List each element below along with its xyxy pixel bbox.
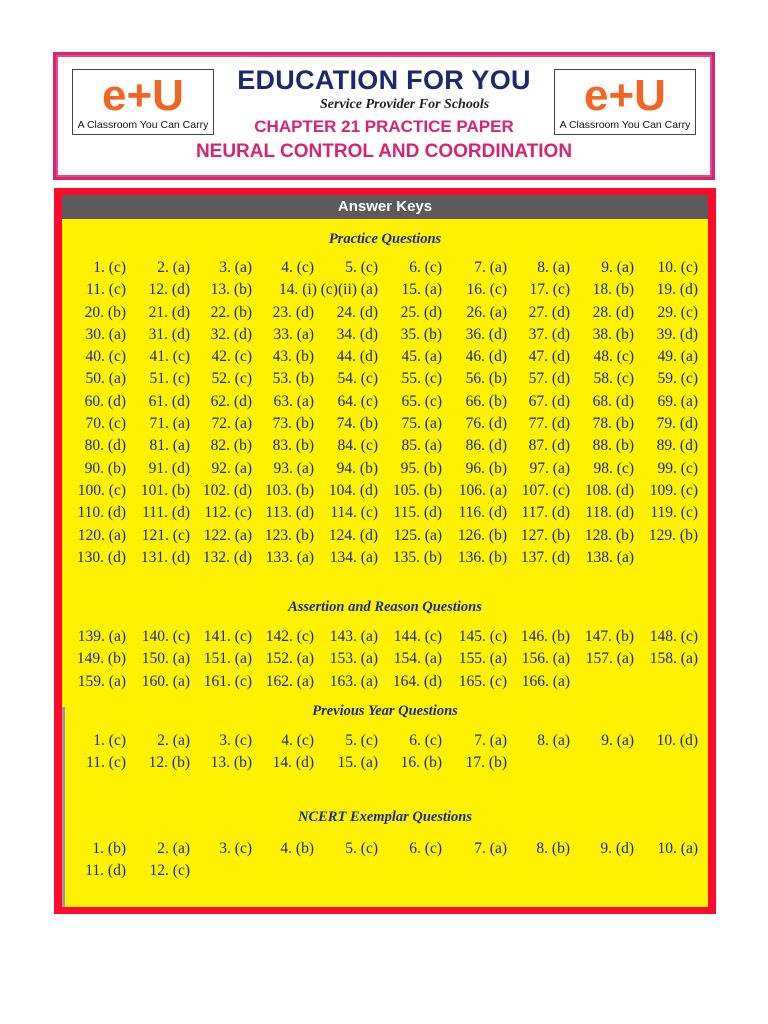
answer-cell: 46. (d) [465,348,507,366]
answer-cell: 61. (d) [148,392,190,410]
answer-cell: 74. (b) [336,415,378,433]
answer-cell: 2. (a) [157,259,190,276]
answer-cell: 67. (d) [528,392,570,410]
answer-cell: 154. (a) [393,650,442,668]
answer-cell: 30. (a) [85,325,126,343]
answer-cell: 8. (b) [536,840,570,857]
answer-cell: 81. (a) [149,437,190,455]
answer-cell: 72. (a) [211,415,252,433]
answer-cell: 121. (c) [141,526,190,544]
answer-cell: 161. (c) [203,672,252,690]
answer-cell: 49. (a) [657,348,698,366]
answer-cell: 79. (d) [656,415,698,433]
answer-cell: 159. (a) [77,672,126,690]
answer-cell: 62. (d) [210,392,252,410]
answer-cell: 141. (c) [203,628,252,645]
answer-cell: 17. (c) [529,281,570,299]
answer-cell: 158. (a) [649,650,698,668]
answer-cell: 68. (d) [592,392,634,410]
answer-cell: 54. (c) [337,370,378,388]
answer-cell: 144. (c) [393,628,442,645]
answer-cell: 57. (d) [528,370,570,388]
answer-cell: 104. (d) [328,481,378,499]
chapter-heading: CHAPTER 21 PRACTICE PAPER [254,117,514,136]
answer-cell: 73. (b) [272,415,314,433]
answer-cell: 6. (c) [409,840,442,857]
answer-cell: 15. (a) [337,754,378,772]
answer-cell: 69. (a) [657,392,698,410]
answer-cell: 82. (b) [210,437,252,455]
answer-key-box [54,188,716,914]
answer-row [62,504,708,526]
answer-cell: 124. (d) [328,526,378,544]
answer-cell: 56. (b) [465,370,507,388]
answer-cell: 142. (c) [265,628,314,645]
answer-cell: 34. (d) [336,325,378,343]
answer-cell: 155. (a) [458,650,507,668]
logo-tagline: A Classroom You Can Carry [559,119,691,131]
logo-tagline: A Classroom You Can Carry [77,119,209,131]
answer-cell: 106. (a) [458,481,507,499]
answer-cell: 1. (b) [92,840,126,857]
answer-cell: 165. (c) [458,672,507,690]
answer-cell: 146. (b) [520,628,570,645]
answer-cell: 55. (c) [401,370,442,388]
answer-cell: 156. (a) [521,650,570,668]
answer-cell: 5. (c) [345,259,378,276]
logo-mark-text: e+U [584,72,666,116]
answer-cell: 166. (a) [521,672,570,690]
answer-cell: 11. (c) [86,754,126,772]
answer-cell: 135. (b) [392,548,442,566]
answer-cell: 19. (d) [656,281,698,299]
answer-cell: 84. (c) [337,437,378,455]
answer-cell: 10. (d) [656,732,698,749]
assertion-answers-grid [62,628,708,695]
answer-cell: 76. (d) [465,415,507,433]
answer-cell: 130. (d) [76,548,126,566]
answer-cell: 93. (a) [273,459,314,477]
answer-cell: 97. (a) [529,459,570,477]
answer-cell: 111. (d) [142,504,190,522]
answer-cell: 148. (c) [649,628,698,645]
answer-cell: 150. (a) [141,650,190,668]
answer-cell: 100. (c) [77,481,126,499]
answer-cell: 101. (b) [140,481,190,499]
answer-row [62,754,708,776]
answer-row [62,628,708,650]
answer-cell: 44. (d) [336,348,378,366]
answer-cell: 136. (b) [457,548,507,566]
answer-cell: 11. (c) [86,281,126,299]
answer-cell: 7. (a) [474,732,507,749]
answer-cell: 120. (a) [77,526,126,544]
answer-cell: 78. (b) [592,415,634,433]
answer-row [62,393,708,415]
answer-cell: 23. (d) [272,303,314,321]
practice-answers-grid [62,259,708,571]
answer-cell: 47. (d) [528,348,570,366]
answer-cell: 27. (d) [528,303,570,321]
answer-cell: 98. (c) [593,459,634,477]
answer-cell: 132. (d) [202,548,252,566]
answer-cell: 33. (a) [273,325,314,343]
answer-cell: 110. (d) [77,504,126,522]
answer-cell: 1. (c) [93,259,126,276]
answer-cell: 48. (c) [593,348,634,366]
answer-cell: 157. (a) [585,650,634,668]
answer-cell: 3. (c) [219,732,252,749]
answer-cell: 53. (b) [272,370,314,388]
brand-subtitle: Service Provider For Schools [320,97,490,112]
answer-cell: 126. (b) [457,526,507,544]
answer-cell: 91. (d) [148,459,190,477]
answer-cell: 36. (d) [465,325,507,343]
answer-cell: 119. (c) [650,504,698,522]
answer-cell: 31. (d) [148,325,190,343]
answer-cell: 96. (b) [465,459,507,477]
answer-cell: 13. (b) [210,754,252,772]
exemplar-section-title: NCERT Exemplar Questions [297,809,473,825]
answer-cell: 116. (d) [458,504,507,522]
answer-cell: 10. (a) [657,840,698,857]
answer-cell: 18. (b) [592,281,634,299]
answer-row [62,281,708,303]
e4u-logo-icon [561,72,689,116]
header-panel [56,55,712,177]
answer-cell: 117. (d) [521,504,570,522]
left-margin-rule [62,707,65,907]
answer-cell: 108. (d) [584,481,634,499]
answer-cell: 63. (a) [273,392,314,410]
answer-cell: 92. (a) [211,459,252,477]
answer-cell: 58. (c) [593,370,634,388]
answer-cell: 65. (c) [401,392,442,410]
answer-cell: 134. (a) [329,548,378,566]
answer-cell: 35. (b) [400,325,442,343]
answer-cell: 4. (c) [281,732,314,749]
answer-cell: 4. (c) [281,259,314,276]
header-banner [53,52,715,180]
answer-cell: 9. (a) [601,732,634,749]
answer-cell: 42. (c) [211,348,252,366]
answer-cell: 122. (a) [203,526,252,544]
answer-cell: 2. (a) [157,840,190,857]
answer-row [62,437,708,459]
answer-cell: 131. (d) [140,548,190,566]
answer-cell: 7. (a) [474,259,507,276]
answer-cell: 103. (b) [264,481,314,499]
answer-cell: 83. (b) [272,437,314,455]
exemplar-answers-grid [62,840,708,885]
answer-cell: 7. (a) [474,840,507,857]
answer-row [62,482,708,504]
answer-cell: 10. (c) [657,259,698,276]
answer-cell: 138. (a) [585,548,634,566]
answer-cell: 125. (a) [393,526,442,544]
answer-cell: 66. (b) [465,392,507,410]
answer-cell: 32. (d) [210,325,252,343]
assertion-section-title: Assertion and Reason Questions [288,599,482,615]
answer-cell: 162. (a) [265,672,314,690]
answer-cell: 164. (d) [392,672,442,690]
answer-cell: 24. (d) [336,303,378,321]
previous-answers-grid [62,732,708,777]
answer-cell: 5. (c) [345,732,378,749]
answer-cell: 71. (a) [149,415,190,433]
answer-cell: 109. (c) [649,481,698,499]
answer-row [62,415,708,437]
answer-cell: 128. (b) [584,526,634,544]
answer-cell: 99. (c) [657,459,698,477]
answer-cell: 151. (a) [203,650,252,668]
answer-row [62,259,708,281]
answer-cell: 147. (b) [584,628,634,645]
answer-cell: 112. (c) [204,504,252,522]
answer-cell: 50. (a) [85,370,126,388]
answer-cell: 149. (b) [76,650,126,668]
answer-cell: 59. (c) [657,370,698,388]
answer-cell: 16. (b) [400,754,442,772]
topic-heading: NEURAL CONTROL AND COORDINATION [195,141,573,162]
answer-cell: 12. (b) [148,754,190,772]
logo-mark-text: e+U [102,72,184,116]
answer-cell: 160. (a) [141,672,190,690]
answer-row [62,370,708,392]
answer-cell: 4. (b) [280,840,314,857]
answer-cell: 22. (b) [210,303,252,321]
answer-cell: 60. (d) [84,392,126,410]
answer-cell: 6. (c) [409,259,442,276]
previous-section-title: Previous Year Questions [312,703,458,719]
answer-cell: 75. (a) [401,415,442,433]
answer-cell: 12. (c) [149,862,190,880]
answer-cell: 5. (c) [345,840,378,857]
e4u-logo-icon [79,72,207,116]
answer-cell: 13. (b) [210,281,252,299]
answer-row [62,304,708,326]
answer-cell: 137. (d) [520,548,570,566]
answer-row [62,460,708,482]
answer-cell: 153. (a) [329,650,378,668]
answer-cell: 94. (b) [336,459,378,477]
answer-cell: 12. (d) [148,281,190,299]
answer-cell: 163. (a) [329,672,378,690]
answer-cell: 123. (b) [264,526,314,544]
answer-cell: 87. (d) [528,437,570,455]
answer-cell: 14. (d) [272,754,314,772]
answer-row [62,732,708,754]
answer-cell: 64. (c) [337,392,378,410]
brand-title: EDUCATION FOR YOU [237,65,531,95]
answer-keys-title: Answer Keys [62,195,708,219]
answer-key-panel [62,195,708,907]
answer-row [62,650,708,672]
answer-cell: 88. (b) [592,437,634,455]
logo-left [72,69,214,135]
answer-row [62,862,708,884]
answer-cell: 143. (a) [329,628,378,645]
answer-cell: 11. (d) [85,862,126,880]
answer-cell: 95. (b) [400,459,442,477]
answer-cell: 133. (a) [265,548,314,566]
answer-cell: 90. (b) [84,459,126,477]
answer-cell: 41. (c) [149,348,190,366]
answer-cell: 6. (c) [409,732,442,749]
answer-cell: 113. (d) [265,504,314,522]
answer-row [62,673,708,695]
answer-cell: 25. (d) [400,303,442,321]
answer-cell: 114. (c) [330,504,378,522]
answer-cell: 80. (d) [84,437,126,455]
answer-cell: 118. (d) [585,504,634,522]
answer-cell: 16. (c) [466,281,507,299]
answer-row [62,549,708,571]
answer-cell: 43. (b) [272,348,314,366]
answer-row [62,527,708,549]
answer-cell: 2. (a) [157,732,190,749]
answer-cell: 52. (c) [211,370,252,388]
answer-cell: 3. (a) [219,259,252,276]
answer-row [62,840,708,862]
answer-cell: 70. (c) [85,415,126,433]
answer-cell: 20. (b) [84,303,126,321]
answer-cell: 40. (c) [85,348,126,366]
answer-cell: 127. (b) [520,526,570,544]
answer-cell: 145. (c) [458,628,507,645]
answer-cell: 39. (d) [656,325,698,343]
answer-row [62,348,708,370]
answer-cell: 26. (a) [466,303,507,321]
answer-cell: 105. (b) [392,481,442,499]
answer-cell: 102. (d) [202,481,252,499]
logo-right [554,69,696,135]
answer-cell: 129. (b) [648,526,698,544]
answer-cell: 8. (a) [537,259,570,276]
answer-cell: 85. (a) [401,437,442,455]
answer-cell: 89. (d) [656,437,698,455]
answer-cell: 51. (c) [149,370,190,388]
answer-cell: 45. (a) [401,348,442,366]
answer-cell: 28. (d) [592,303,634,321]
answer-cell: 152. (a) [265,650,314,668]
answer-cell: 17. (b) [465,754,507,772]
answer-cell: 8. (a) [537,732,570,749]
answer-cell: 139. (a) [77,628,126,645]
answer-cell: 15. (a) [401,281,442,299]
answer-cell: 77. (d) [528,415,570,433]
answer-cell: 29. (c) [657,303,698,321]
answer-cell: 86. (d) [465,437,507,455]
answer-row [62,326,708,348]
answer-cell: 37. (d) [528,325,570,343]
practice-section-title: Practice Questions [328,231,442,247]
answer-cell: 1. (c) [93,732,126,749]
answer-cell: 14. (i) (c)(ii) (a) [279,281,378,299]
answer-cell: 9. (d) [600,840,634,857]
answer-cell: 115. (d) [393,504,442,522]
answer-cell: 3. (c) [219,840,252,857]
answer-cell: 9. (a) [601,259,634,276]
answer-cell: 140. (c) [141,628,190,645]
answer-cell: 107. (c) [521,481,570,499]
answer-cell: 38. (b) [592,325,634,343]
answer-cell: 21. (d) [148,303,190,321]
